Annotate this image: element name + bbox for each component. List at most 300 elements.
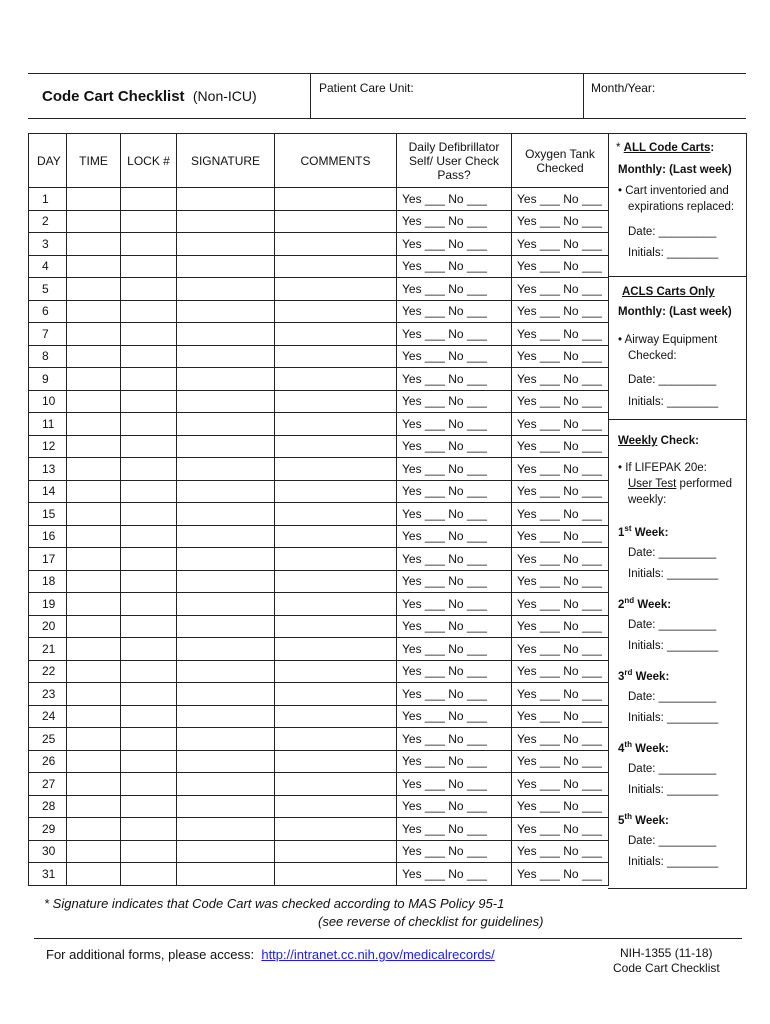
table-row — [29, 480, 609, 503]
time-cell[interactable] — [67, 233, 121, 256]
day-cell: 31 — [29, 863, 67, 886]
checklist-table — [28, 133, 608, 887]
defibrillator-check[interactable]: Yes ___ No ___ — [397, 818, 512, 841]
defibrillator-check[interactable]: Yes ___ No ___ — [397, 615, 512, 638]
day-cell: 7 — [29, 323, 67, 346]
guidelines-footnote: (see reverse of checklist for guidelines) — [318, 914, 544, 929]
comments-cell[interactable] — [275, 548, 397, 571]
oxygen-tank-check[interactable]: Yes ___ No ___ — [512, 188, 609, 211]
oxygen-tank-check[interactable]: Yes ___ No ___ — [512, 503, 609, 526]
comments-cell[interactable] — [275, 525, 397, 548]
day-cell: 27 — [29, 773, 67, 796]
signature-cell[interactable] — [177, 660, 275, 683]
day-cell: 8 — [29, 345, 67, 368]
initials-field: Initials: ________ — [628, 856, 719, 868]
defibrillator-check[interactable]: Yes ___ No ___ — [397, 795, 512, 818]
lock-cell[interactable] — [121, 413, 177, 436]
oxygen-tank-check[interactable]: Yes ___ No ___ — [512, 683, 609, 706]
time-cell[interactable] — [67, 773, 121, 796]
time-cell[interactable] — [67, 368, 121, 391]
comments-cell[interactable] — [275, 593, 397, 616]
day-cell: 21 — [29, 638, 67, 661]
oxygen-tank-check[interactable]: Yes ___ No ___ — [512, 863, 609, 886]
defibrillator-check[interactable]: Yes ___ No ___ — [397, 368, 512, 391]
time-cell[interactable] — [67, 638, 121, 661]
time-cell[interactable] — [67, 863, 121, 886]
lock-cell[interactable] — [121, 795, 177, 818]
initials-field: Initials: ________ — [628, 396, 719, 408]
lock-cell[interactable] — [121, 480, 177, 503]
oxygen-tank-check[interactable]: Yes ___ No ___ — [512, 435, 609, 458]
signature-cell[interactable] — [177, 615, 275, 638]
table-row — [29, 525, 609, 548]
defibrillator-check[interactable]: Yes ___ No ___ — [397, 480, 512, 503]
defibrillator-check[interactable]: Yes ___ No ___ — [397, 188, 512, 211]
comments-cell[interactable] — [275, 638, 397, 661]
lock-cell[interactable] — [121, 255, 177, 278]
signature-cell[interactable] — [177, 255, 275, 278]
time-cell[interactable] — [67, 705, 121, 728]
oxygen-tank-check[interactable]: Yes ___ No ___ — [512, 615, 609, 638]
defibrillator-check[interactable]: Yes ___ No ___ — [397, 638, 512, 661]
col-oxygen-tank: Oxygen Tank Checked — [512, 134, 609, 188]
table-row — [29, 390, 609, 413]
day-cell: 29 — [29, 818, 67, 841]
acls-monthly: Monthly: (Last week) — [618, 306, 732, 318]
signature-cell[interactable] — [177, 773, 275, 796]
signature-cell[interactable] — [177, 323, 275, 346]
oxygen-tank-check[interactable]: Yes ___ No ___ — [512, 255, 609, 278]
oxygen-tank-check[interactable]: Yes ___ No ___ — [512, 818, 609, 841]
medical-records-link[interactable]: http://intranet.cc.nih.gov/medicalrecords/ — [261, 947, 495, 962]
table-row — [29, 795, 609, 818]
panel-divider — [608, 276, 746, 277]
comments-cell[interactable] — [275, 390, 397, 413]
defibrillator-check[interactable]: Yes ___ No ___ — [397, 413, 512, 436]
checklist-rows — [29, 188, 609, 886]
lifepak-text: • If LIFEPAK 20e: — [618, 462, 707, 474]
time-cell[interactable] — [67, 548, 121, 571]
lock-cell[interactable] — [121, 368, 177, 391]
time-cell[interactable] — [67, 390, 121, 413]
comments-cell[interactable] — [275, 660, 397, 683]
defibrillator-check[interactable]: Yes ___ No ___ — [397, 840, 512, 863]
lock-cell[interactable] — [121, 615, 177, 638]
weekly-heading: Weekly Check: — [618, 435, 699, 447]
lock-cell[interactable] — [121, 390, 177, 413]
time-cell[interactable] — [67, 413, 121, 436]
defibrillator-check[interactable]: Yes ___ No ___ — [397, 210, 512, 233]
comments-cell[interactable] — [275, 750, 397, 773]
time-cell[interactable] — [67, 480, 121, 503]
comments-cell[interactable] — [275, 188, 397, 211]
signature-cell[interactable] — [177, 210, 275, 233]
comments-cell[interactable] — [275, 728, 397, 751]
defibrillator-check[interactable]: Yes ___ No ___ — [397, 570, 512, 593]
lock-cell[interactable] — [121, 435, 177, 458]
lock-cell[interactable] — [121, 548, 177, 571]
table-row — [29, 570, 609, 593]
oxygen-tank-check[interactable]: Yes ___ No ___ — [512, 278, 609, 301]
table-row — [29, 660, 609, 683]
defibrillator-check[interactable]: Yes ___ No ___ — [397, 705, 512, 728]
all-carts-monthly: Monthly: (Last week) — [618, 164, 732, 176]
lock-cell[interactable] — [121, 705, 177, 728]
day-cell: 23 — [29, 683, 67, 706]
signature-cell[interactable] — [177, 638, 275, 661]
table-row — [29, 818, 609, 841]
week-heading: 2nd Week: — [618, 596, 672, 611]
initials-field: Initials: ________ — [628, 784, 719, 796]
table-row — [29, 300, 609, 323]
oxygen-tank-check[interactable]: Yes ___ No ___ — [512, 548, 609, 571]
date-field: Date: _________ — [628, 691, 717, 703]
lock-cell[interactable] — [121, 750, 177, 773]
signature-cell[interactable] — [177, 188, 275, 211]
signature-cell[interactable] — [177, 300, 275, 323]
time-cell[interactable] — [67, 840, 121, 863]
time-cell[interactable] — [67, 728, 121, 751]
comments-cell[interactable] — [275, 413, 397, 436]
col-lock: LOCK # — [121, 134, 177, 188]
initials-field: Initials: ________ — [628, 247, 719, 259]
table-row — [29, 345, 609, 368]
panel-divider — [608, 419, 746, 420]
lifepak-text-2: User Test performed — [628, 478, 732, 490]
signature-cell[interactable] — [177, 503, 275, 526]
oxygen-tank-check[interactable]: Yes ___ No ___ — [512, 750, 609, 773]
signature-cell[interactable] — [177, 480, 275, 503]
comments-cell[interactable] — [275, 255, 397, 278]
col-day: DAY — [29, 134, 67, 188]
defibrillator-check[interactable]: Yes ___ No ___ — [397, 773, 512, 796]
title-text: Code Cart Checklist — [42, 88, 185, 105]
oxygen-tank-check[interactable]: Yes ___ No ___ — [512, 773, 609, 796]
table-row — [29, 750, 609, 773]
defibrillator-check[interactable]: Yes ___ No ___ — [397, 660, 512, 683]
lock-cell[interactable] — [121, 210, 177, 233]
time-cell[interactable] — [67, 818, 121, 841]
comments-cell[interactable] — [275, 705, 397, 728]
oxygen-tank-check[interactable]: Yes ___ No ___ — [512, 345, 609, 368]
time-cell[interactable] — [67, 300, 121, 323]
signature-cell[interactable] — [177, 705, 275, 728]
lock-cell[interactable] — [121, 818, 177, 841]
initials-field: Initials: ________ — [628, 568, 719, 580]
time-cell[interactable] — [67, 593, 121, 616]
time-cell[interactable] — [67, 323, 121, 346]
defibrillator-check[interactable]: Yes ___ No ___ — [397, 435, 512, 458]
comments-cell[interactable] — [275, 300, 397, 323]
day-cell: 30 — [29, 840, 67, 863]
date-field: Date: _________ — [628, 763, 717, 775]
defibrillator-check[interactable]: Yes ___ No ___ — [397, 750, 512, 773]
lifepak-text-3: weekly: — [628, 494, 667, 506]
day-cell: 17 — [29, 548, 67, 571]
lock-cell[interactable] — [121, 660, 177, 683]
week-heading: 4th Week: — [618, 740, 669, 755]
time-cell[interactable] — [67, 278, 121, 301]
table-row — [29, 188, 609, 211]
airway-text: • Airway Equipment — [618, 334, 718, 346]
table-row — [29, 435, 609, 458]
time-cell[interactable] — [67, 503, 121, 526]
week-heading: 3rd Week: — [618, 668, 670, 683]
lock-cell[interactable] — [121, 458, 177, 481]
signature-cell[interactable] — [177, 390, 275, 413]
day-cell: 9 — [29, 368, 67, 391]
signature-cell[interactable] — [177, 368, 275, 391]
col-time: TIME — [67, 134, 121, 188]
defibrillator-check[interactable]: Yes ___ No ___ — [397, 323, 512, 346]
signature-cell[interactable] — [177, 750, 275, 773]
date-field: Date: _________ — [628, 547, 717, 559]
comments-cell[interactable] — [275, 615, 397, 638]
comments-cell[interactable] — [275, 278, 397, 301]
date-field: Date: _________ — [628, 835, 717, 847]
time-cell[interactable] — [67, 570, 121, 593]
defibrillator-check[interactable]: Yes ___ No ___ — [397, 503, 512, 526]
time-cell[interactable] — [67, 750, 121, 773]
defibrillator-check[interactable]: Yes ___ No ___ — [397, 525, 512, 548]
table-row — [29, 233, 609, 256]
header-divider — [310, 74, 311, 118]
oxygen-tank-check[interactable]: Yes ___ No ___ — [512, 368, 609, 391]
comments-cell[interactable] — [275, 840, 397, 863]
day-cell: 19 — [29, 593, 67, 616]
oxygen-tank-check[interactable]: Yes ___ No ___ — [512, 840, 609, 863]
day-cell: 20 — [29, 615, 67, 638]
table-row — [29, 368, 609, 391]
oxygen-tank-check[interactable]: Yes ___ No ___ — [512, 525, 609, 548]
oxygen-tank-check[interactable]: Yes ___ No ___ — [512, 638, 609, 661]
date-field: Date: _________ — [628, 226, 717, 238]
signature-cell[interactable] — [177, 840, 275, 863]
day-cell: 28 — [29, 795, 67, 818]
col-defibrillator: Daily Defibrillator Self/ User Check Pass? — [397, 134, 512, 188]
week-heading: 5th Week: — [618, 812, 669, 827]
oxygen-tank-check[interactable]: Yes ___ No ___ — [512, 593, 609, 616]
defibrillator-check[interactable]: Yes ___ No ___ — [397, 300, 512, 323]
comments-cell[interactable] — [275, 570, 397, 593]
time-cell[interactable] — [67, 210, 121, 233]
lock-cell[interactable] — [121, 503, 177, 526]
oxygen-tank-check[interactable]: Yes ___ No ___ — [512, 413, 609, 436]
oxygen-tank-check[interactable]: Yes ___ No ___ — [512, 300, 609, 323]
oxygen-tank-check[interactable]: Yes ___ No ___ — [512, 458, 609, 481]
day-cell: 13 — [29, 458, 67, 481]
oxygen-tank-check[interactable]: Yes ___ No ___ — [512, 233, 609, 256]
day-cell: 12 — [29, 435, 67, 458]
defibrillator-check[interactable]: Yes ___ No ___ — [397, 548, 512, 571]
table-row — [29, 503, 609, 526]
acls-heading: ACLS Carts Only — [622, 286, 715, 298]
signature-cell[interactable] — [177, 818, 275, 841]
month-year-label: Month/Year: — [591, 81, 656, 95]
lock-cell[interactable] — [121, 840, 177, 863]
lock-cell[interactable] — [121, 570, 177, 593]
cart-inventoried-text-2: expirations replaced: — [628, 201, 735, 213]
comments-cell[interactable] — [275, 458, 397, 481]
lock-cell[interactable] — [121, 525, 177, 548]
comments-cell[interactable] — [275, 773, 397, 796]
signature-cell[interactable] — [177, 278, 275, 301]
comments-cell[interactable] — [275, 795, 397, 818]
day-cell: 24 — [29, 705, 67, 728]
comments-cell[interactable] — [275, 323, 397, 346]
oxygen-tank-check[interactable]: Yes ___ No ___ — [512, 728, 609, 751]
day-cell: 4 — [29, 255, 67, 278]
comments-cell[interactable] — [275, 368, 397, 391]
oxygen-tank-check[interactable]: Yes ___ No ___ — [512, 660, 609, 683]
time-cell[interactable] — [67, 255, 121, 278]
time-cell[interactable] — [67, 435, 121, 458]
title-subtitle: (Non-ICU) — [192, 88, 257, 104]
defibrillator-check[interactable]: Yes ___ No ___ — [397, 233, 512, 256]
airway-text-2: Checked: — [628, 350, 677, 362]
defibrillator-check[interactable]: Yes ___ No ___ — [397, 458, 512, 481]
signature-footnote: * Signature indicates that Code Cart was checked according to MAS Policy 95-1 — [44, 896, 505, 911]
day-cell: 6 — [29, 300, 67, 323]
day-cell: 11 — [29, 413, 67, 436]
time-cell[interactable] — [67, 660, 121, 683]
signature-cell[interactable] — [177, 345, 275, 368]
lock-cell[interactable] — [121, 188, 177, 211]
oxygen-tank-check[interactable]: Yes ___ No ___ — [512, 210, 609, 233]
col-comments: COMMENTS — [275, 134, 397, 188]
table-row — [29, 323, 609, 346]
time-cell[interactable] — [67, 615, 121, 638]
table-row — [29, 278, 609, 301]
day-cell: 22 — [29, 660, 67, 683]
oxygen-tank-check[interactable]: Yes ___ No ___ — [512, 323, 609, 346]
table-row — [29, 210, 609, 233]
lock-cell[interactable] — [121, 278, 177, 301]
defibrillator-check[interactable]: Yes ___ No ___ — [397, 345, 512, 368]
lock-cell[interactable] — [121, 728, 177, 751]
table-row — [29, 548, 609, 571]
table-row — [29, 413, 609, 436]
table-row — [29, 840, 609, 863]
time-cell[interactable] — [67, 525, 121, 548]
defibrillator-check[interactable]: Yes ___ No ___ — [397, 255, 512, 278]
time-cell[interactable] — [67, 345, 121, 368]
time-cell[interactable] — [67, 458, 121, 481]
lock-cell[interactable] — [121, 773, 177, 796]
comments-cell[interactable] — [275, 233, 397, 256]
oxygen-tank-check[interactable]: Yes ___ No ___ — [512, 705, 609, 728]
defibrillator-check[interactable]: Yes ___ No ___ — [397, 728, 512, 751]
signature-cell[interactable] — [177, 863, 275, 886]
form-title — [42, 88, 257, 105]
date-field: Date: _________ — [628, 374, 717, 386]
initials-field: Initials: ________ — [628, 712, 719, 724]
defibrillator-check[interactable]: Yes ___ No ___ — [397, 278, 512, 301]
form-number: NIH-1355 (11-18) — [620, 946, 713, 960]
week-heading: 1st Week: — [618, 524, 669, 539]
comments-cell[interactable] — [275, 345, 397, 368]
time-cell[interactable] — [67, 188, 121, 211]
lock-cell[interactable] — [121, 345, 177, 368]
signature-cell[interactable] — [177, 795, 275, 818]
comments-cell[interactable] — [275, 480, 397, 503]
comments-cell[interactable] — [275, 683, 397, 706]
signature-cell[interactable] — [177, 683, 275, 706]
table-row — [29, 863, 609, 886]
table-row — [29, 615, 609, 638]
table-row — [29, 773, 609, 796]
defibrillator-check[interactable]: Yes ___ No ___ — [397, 683, 512, 706]
lock-cell[interactable] — [121, 233, 177, 256]
defibrillator-check[interactable]: Yes ___ No ___ — [397, 863, 512, 886]
footer-divider — [34, 938, 742, 939]
comments-cell[interactable] — [275, 210, 397, 233]
table-row — [29, 255, 609, 278]
form-header — [28, 73, 746, 119]
table-row — [29, 593, 609, 616]
lock-cell[interactable] — [121, 323, 177, 346]
day-cell: 10 — [29, 390, 67, 413]
oxygen-tank-check[interactable]: Yes ___ No ___ — [512, 390, 609, 413]
day-cell: 5 — [29, 278, 67, 301]
day-cell: 3 — [29, 233, 67, 256]
lock-cell[interactable] — [121, 638, 177, 661]
table-row — [29, 638, 609, 661]
day-cell: 18 — [29, 570, 67, 593]
comments-cell[interactable] — [275, 503, 397, 526]
time-cell[interactable] — [67, 683, 121, 706]
table-row — [29, 705, 609, 728]
col-signature: SIGNATURE — [177, 134, 275, 188]
lock-cell[interactable] — [121, 683, 177, 706]
signature-cell[interactable] — [177, 593, 275, 616]
signature-cell[interactable] — [177, 570, 275, 593]
day-cell: 1 — [29, 188, 67, 211]
signature-cell[interactable] — [177, 435, 275, 458]
oxygen-tank-check[interactable]: Yes ___ No ___ — [512, 795, 609, 818]
date-field: Date: _________ — [628, 619, 717, 631]
signature-cell[interactable] — [177, 525, 275, 548]
cart-inventoried-text: • Cart inventoried and — [618, 185, 729, 197]
instructions-panel — [608, 133, 747, 889]
signature-cell[interactable] — [177, 458, 275, 481]
defibrillator-check[interactable]: Yes ___ No ___ — [397, 593, 512, 616]
signature-cell[interactable] — [177, 413, 275, 436]
day-cell: 14 — [29, 480, 67, 503]
footer-access: For additional forms, please access: http://intranet.cc.nih.gov/medicalrecords/ — [46, 947, 495, 962]
patient-care-unit-label: Patient Care Unit: — [319, 81, 414, 95]
defibrillator-check[interactable]: Yes ___ No ___ — [397, 390, 512, 413]
header-divider — [583, 74, 584, 118]
signature-cell[interactable] — [177, 728, 275, 751]
comments-cell[interactable] — [275, 818, 397, 841]
day-cell: 16 — [29, 525, 67, 548]
signature-cell[interactable] — [177, 233, 275, 256]
oxygen-tank-check[interactable]: Yes ___ No ___ — [512, 570, 609, 593]
oxygen-tank-check[interactable]: Yes ___ No ___ — [512, 480, 609, 503]
signature-cell[interactable] — [177, 548, 275, 571]
day-cell: 2 — [29, 210, 67, 233]
day-cell: 25 — [29, 728, 67, 751]
comments-cell[interactable] — [275, 435, 397, 458]
form-name: Code Cart Checklist — [613, 961, 720, 975]
comments-cell[interactable] — [275, 863, 397, 886]
time-cell[interactable] — [67, 795, 121, 818]
lock-cell[interactable] — [121, 593, 177, 616]
table-row — [29, 728, 609, 751]
lock-cell[interactable] — [121, 300, 177, 323]
lock-cell[interactable] — [121, 863, 177, 886]
